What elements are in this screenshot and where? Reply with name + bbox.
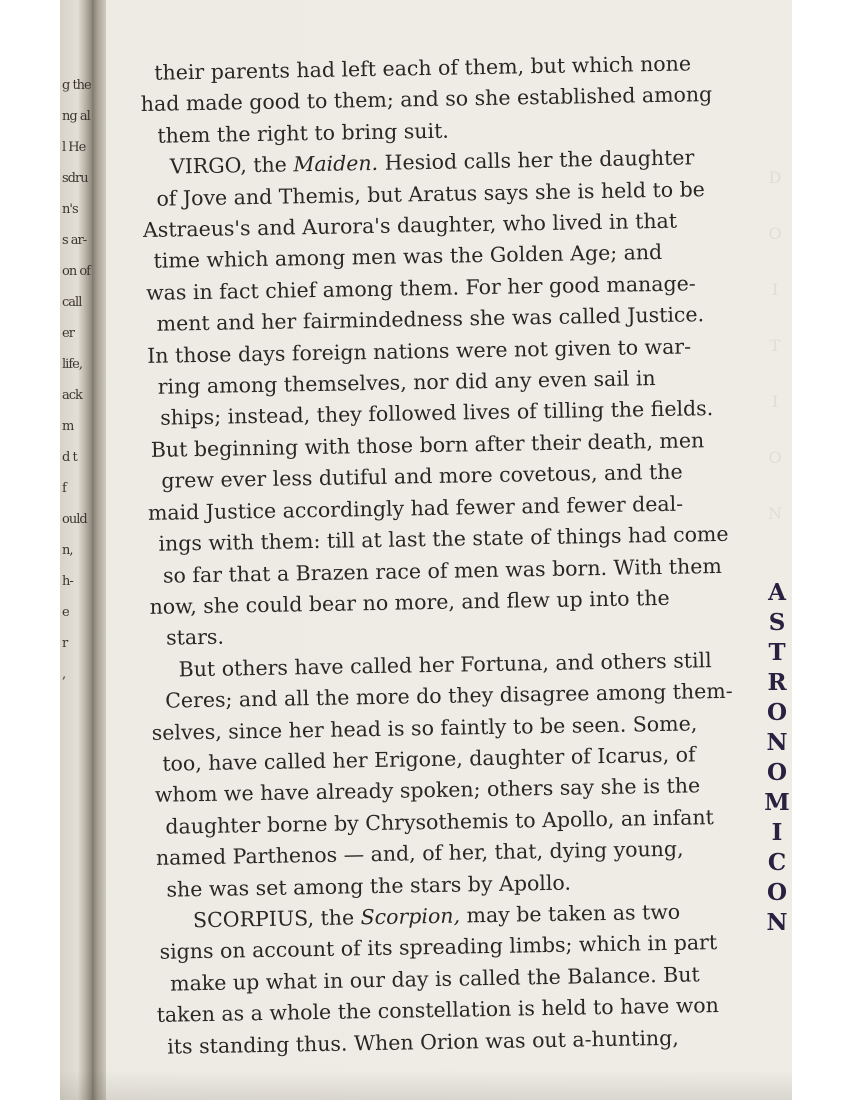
- italic-term: Scorpion,: [360, 903, 461, 930]
- side-title-letter: R: [767, 669, 787, 696]
- book-page-photo: [60, 0, 792, 1100]
- previous-page-edge: [60, 0, 92, 1100]
- side-title-letter: O: [766, 699, 788, 726]
- text-line: now, she could bear no more, and flew up into the: [149, 585, 670, 619]
- ghost-letter: I: [771, 280, 779, 299]
- side-title-letter: M: [764, 789, 790, 816]
- text-line: had made good to them; and so she established among: [140, 82, 713, 117]
- text-line: ings with them: till at last the state of things had come: [158, 521, 729, 556]
- previous-page-fragment: on of: [62, 264, 90, 279]
- side-title-letter: O: [766, 879, 788, 906]
- previous-page-fragment: s ar-: [62, 233, 87, 248]
- previous-page-fragment: r: [62, 636, 68, 651]
- text-line: time which among men was the Golden Age; and: [153, 240, 663, 274]
- text-line: whom we have already spoken; others say she is the: [154, 773, 701, 808]
- text-line: ring among themselves, nor did any even sail in: [157, 366, 656, 399]
- ghost-letter: D: [768, 168, 782, 187]
- side-title-letter: N: [766, 909, 788, 936]
- italic-term: Maiden.: [293, 151, 379, 177]
- previous-page-fragment: ,: [62, 667, 66, 682]
- text-line: signs on account of its spreading limbs; which in part: [159, 930, 718, 965]
- text-line: grew ever less dutiful and more covetous, and the: [161, 459, 683, 493]
- book-gutter: [92, 0, 106, 1100]
- text-line: them the right to bring suit.: [157, 118, 450, 148]
- previous-page-fragment: h-: [62, 574, 73, 589]
- text-line: stars.: [165, 624, 225, 650]
- side-title-letter: O: [766, 759, 788, 786]
- text-line: was in fact chief among them. For her good manage-: [145, 271, 696, 305]
- previous-page-fragment: l He: [62, 140, 86, 155]
- text-line: ships; instead, they followed lives of tilling the fields.: [160, 396, 714, 431]
- text-line: selves, since her head is so faintly to be seen. Some,: [151, 710, 698, 745]
- text-span: VIRGO, the: [169, 152, 294, 179]
- text-line: But beginning with those born after their death, men: [150, 428, 705, 462]
- text-line: she was set among the stars by Apollo.: [166, 870, 572, 902]
- text-line: Astraeus's and Aurora's daughter, who lived in that: [142, 208, 678, 243]
- text-line: ment and her fairmindedness she was called Justice.: [156, 302, 705, 336]
- previous-page-fragment: n's: [62, 202, 78, 217]
- text-span: Hesiod calls her the daughter: [377, 145, 695, 176]
- side-title-letter: I: [771, 819, 783, 846]
- text-line: too, have called her Erigone, daughter of Icarus, of: [162, 742, 696, 776]
- text-line: taken as a whole the constellation is held to have won: [156, 993, 720, 1028]
- text-line: maid Justice accordingly had fewer and fewer deal-: [147, 491, 684, 525]
- previous-page-fragment: life,: [62, 357, 82, 372]
- text-span: SCORPIUS, the: [192, 905, 361, 933]
- previous-page-fragment: ng al: [62, 109, 90, 124]
- previous-page-fragment: call: [62, 295, 82, 310]
- previous-page-fragment: er: [62, 326, 74, 341]
- previous-page-fragment: d t: [62, 450, 77, 465]
- text-line: its standing thus. When Orion was out a-hunting,: [167, 1025, 679, 1059]
- previous-page-fragment: f: [62, 481, 66, 496]
- ghost-letter: T: [769, 336, 781, 355]
- previous-page-fragment: ould: [62, 512, 87, 527]
- ghost-letter: N: [768, 504, 782, 523]
- side-title-letter: N: [766, 729, 788, 756]
- previous-page-fragment: sdru: [62, 171, 88, 186]
- running-title-vertical: [752, 578, 802, 938]
- side-title-letter: C: [767, 849, 787, 876]
- text-line: But others have called her Fortuna, and others still: [178, 647, 712, 682]
- text-line: make up what in our day is called the Balance. But: [169, 962, 700, 996]
- text-line: named Parthenos — and, of her, that, dying young,: [155, 836, 684, 870]
- previous-page-fragment: n,: [62, 543, 73, 558]
- text-span: may be taken as two: [459, 899, 681, 928]
- text-line: of Jove and Themis, but Aratus says she is held to be: [156, 176, 706, 211]
- text-line: their parents had left each of them, but which none: [154, 51, 692, 85]
- previous-page-fragment: g the: [62, 78, 91, 93]
- text-line: so far that a Brazen race of men was born. With them: [162, 553, 722, 588]
- previous-page-fragment: e: [62, 605, 69, 620]
- bottom-shadow: [60, 1070, 792, 1100]
- side-title-letter: T: [768, 639, 786, 666]
- previous-page-fragment: m: [62, 419, 74, 434]
- text-line: In those days foreign nations were not given to war-: [146, 334, 692, 368]
- side-title-letter: A: [768, 579, 786, 606]
- ghost-letter: I: [771, 392, 779, 411]
- text-line: Ceres; and all the more do they disagree among them-: [165, 678, 733, 713]
- text-line: daughter borne by Chrysothemis to Apollo, an infant: [165, 804, 714, 839]
- ghost-letter: O: [768, 224, 782, 243]
- previous-page-fragment: ack: [62, 388, 82, 403]
- ghost-letter: O: [768, 448, 782, 467]
- side-title-letter: S: [768, 609, 786, 636]
- page-body-text: [140, 48, 757, 1063]
- show-through-letters: [760, 150, 790, 542]
